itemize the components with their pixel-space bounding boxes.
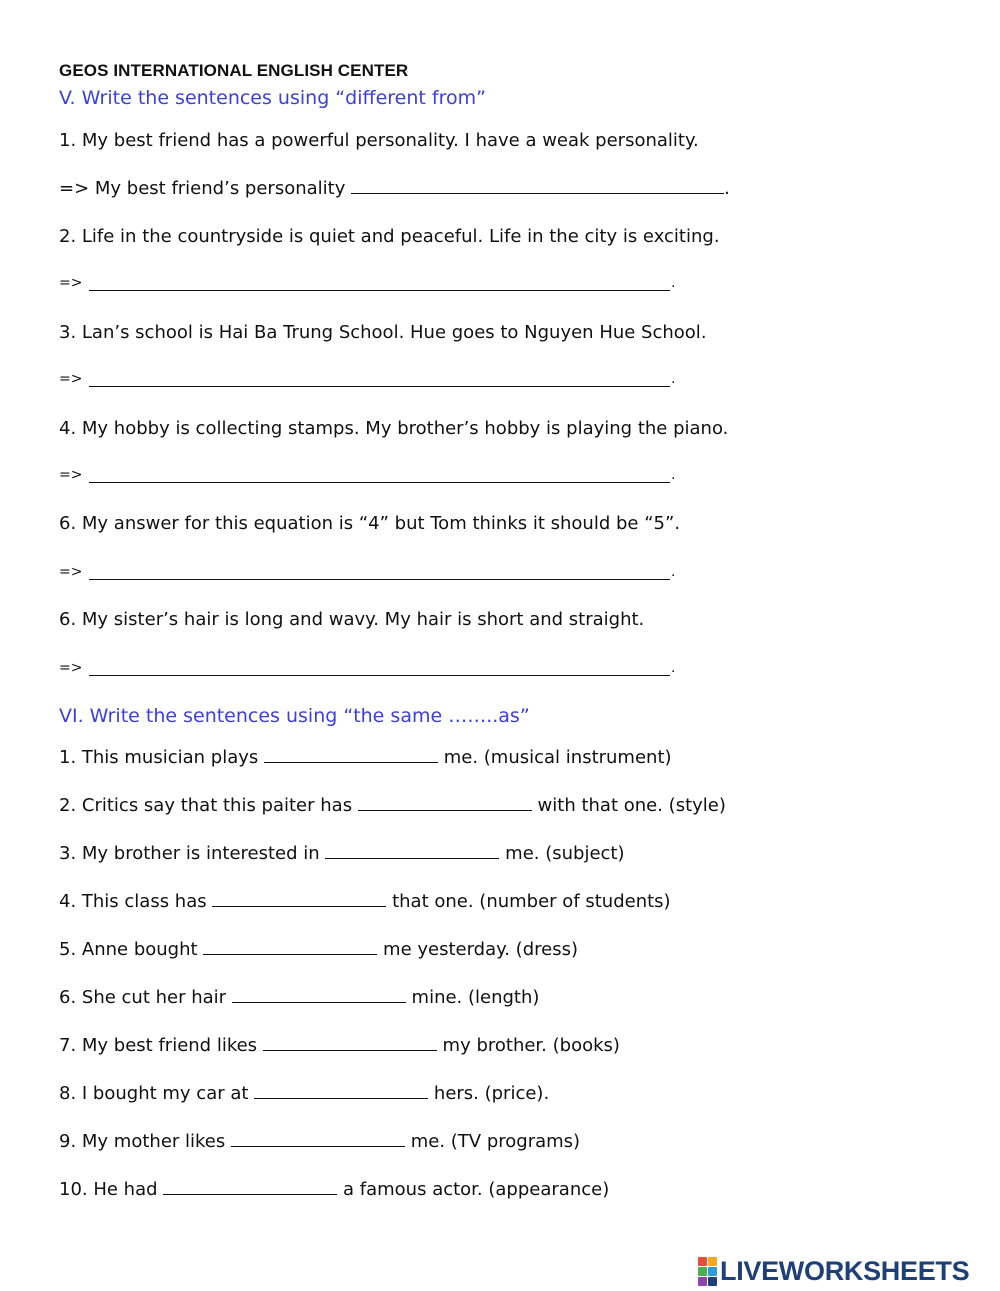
s6-item-5 [59,938,578,962]
liveworksheets-logo [698,1256,969,1287]
s6-item-10-after: a famous actor. (appearance) [343,1179,610,1200]
logo-block [698,1257,707,1266]
s6-item-6-blank[interactable] [232,990,406,1003]
s5-answer-4-blank[interactable] [89,470,670,483]
s6-item-4-blank[interactable] [212,894,386,907]
s6-item-9-before: 9. My mother likes [59,1131,226,1152]
s5-answer-3: => . [59,371,676,387]
s5-answer-2-blank[interactable] [89,278,670,291]
s6-item-3-after: me. (subject) [505,843,625,864]
section-6-heading: VI. Write the sentences using “the same ……..as” [59,705,530,727]
s5-answer-5: => . [59,564,676,580]
s5-sentence-5: 6. My answer for this equation is “4” but Tom thinks it should be “5”. [59,513,681,534]
logo-block [708,1267,717,1276]
s6-item-10-blank[interactable] [163,1182,337,1195]
s6-item-4 [59,890,671,914]
s6-item-8 [59,1082,549,1106]
s6-item-7-after: my brother. (books) [442,1035,620,1056]
s5-answer-6-blank[interactable] [89,663,670,676]
s6-item-2-before: 2. Critics say that this paiter has [59,795,353,816]
logo-block [698,1277,707,1286]
section-5-heading: V. Write the sentences using “different from” [59,87,486,109]
s5-answer-4-arrow: => [59,467,83,483]
s6-item-7-blank[interactable] [263,1038,437,1051]
logo-block [708,1277,717,1286]
s6-item-1-after: me. (musical instrument) [443,747,672,768]
s6-item-2-blank[interactable] [358,798,532,811]
s6-item-10-before: 10. He had [59,1179,158,1200]
s6-item-1-blank[interactable] [264,750,438,763]
s5-answer-6-arrow: => [59,660,83,676]
s6-item-9-after: me. (TV programs) [410,1131,581,1152]
logo-block [698,1267,707,1276]
s5-answer-2-arrow: => [59,275,83,291]
s5-answer-3-arrow: => [59,371,83,387]
s5-answer-1-blank[interactable] [351,181,724,194]
s5-sentence-4: 4. My hobby is collecting stamps. My brother’s hobby is playing the piano. [59,418,729,439]
logo-blocks-icon [698,1257,717,1286]
s6-item-6 [59,986,539,1010]
s6-item-5-blank[interactable] [203,942,377,955]
s6-item-8-before: 8. I bought my car at [59,1083,249,1104]
s6-item-8-after: hers. (price). [433,1083,550,1104]
s6-item-1 [59,746,672,770]
s5-answer-5-arrow: => [59,564,83,580]
s6-item-6-before: 6. She cut her hair [59,987,227,1008]
s6-item-10 [59,1178,609,1202]
s6-item-7 [59,1034,620,1058]
center-name: GEOS INTERNATIONAL ENGLISH CENTER [59,61,409,80]
s5-answer-5-blank[interactable] [89,567,670,580]
s6-item-5-before: 5. Anne bought [59,939,198,960]
s6-item-3 [59,842,625,866]
s6-item-2 [59,794,726,818]
s5-answer-6: => . [59,660,676,676]
s6-item-4-before: 4. This class has [59,891,207,912]
s5-sentence-6: 6. My sister’s hair is long and wavy. My hair is short and straight. [59,609,645,630]
s6-item-6-after: mine. (length) [411,987,540,1008]
s5-sentence-1: 1. My best friend has a powerful personality. I have a weak personality. [59,130,699,151]
s6-item-4-after: that one. (number of students) [392,891,671,912]
s6-item-2-after: with that one. (style) [537,795,726,816]
s6-item-3-blank[interactable] [325,846,499,859]
s5-answer-1: => My best friend’s personality . [59,178,730,199]
s5-answer-4: => . [59,467,676,483]
s6-item-5-after: me yesterday. (dress) [383,939,578,960]
s6-item-7-before: 7. My best friend likes [59,1035,258,1056]
s6-item-1-before: 1. This musician plays [59,747,259,768]
s6-item-9-blank[interactable] [231,1134,405,1147]
s6-item-8-blank[interactable] [254,1086,428,1099]
s6-item-9 [59,1130,580,1154]
s6-item-3-before: 3. My brother is interested in [59,843,320,864]
s5-answer-3-blank[interactable] [89,374,670,387]
s5-answer-2: => . [59,275,676,291]
logo-text: LIVEWORKSHEETS [720,1256,970,1286]
logo-block [708,1257,717,1266]
s5-answer-1-prefix: => My best friend’s personality [59,178,346,199]
s5-sentence-2: 2. Life in the countryside is quiet and peaceful. Life in the city is exciting. [59,226,720,247]
s5-sentence-3: 3. Lan’s school is Hai Ba Trung School. Hue goes to Nguyen Hue School. [59,322,707,343]
